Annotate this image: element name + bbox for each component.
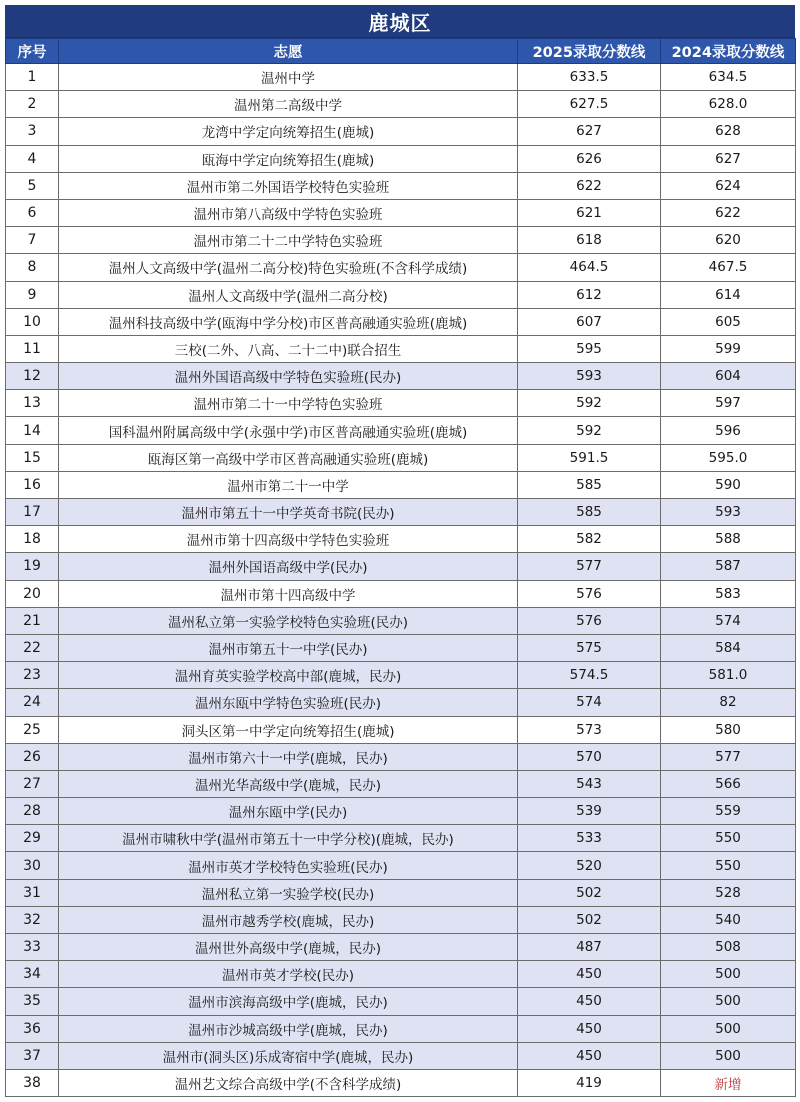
row-school-name: 温州市滨海高级中学(鹿城，民办) [59,988,518,1015]
table-row [6,308,796,335]
row-school-name: 温州世外高级中学(鹿城，民办) [59,934,518,961]
row-index: 6 [6,199,59,226]
row-school-name: 温州市英才学校特色实验班(民办) [59,852,518,879]
row-index: 15 [6,444,59,471]
row-score-2024: 540 [661,906,796,933]
row-school-name: 温州东瓯中学(民办) [59,798,518,825]
row-school-name: 温州市第二十一中学特色实验班 [59,390,518,417]
row-score-2024: 590 [661,471,796,498]
row-index: 20 [6,580,59,607]
row-school-name: 温州市第十四高级中学特色实验班 [59,526,518,553]
row-score-2024: 577 [661,743,796,770]
row-score-2024: 587 [661,553,796,580]
row-index: 13 [6,390,59,417]
table-row [6,118,796,145]
row-school-name: 温州市越秀学校(鹿城，民办) [59,906,518,933]
row-score-2025: 543 [518,770,661,797]
row-score-2024: 597 [661,390,796,417]
row-score-2024: 508 [661,934,796,961]
row-score-2024: 627 [661,145,796,172]
row-score-2025: 627.5 [518,91,661,118]
row-index: 8 [6,254,59,281]
row-index: 33 [6,934,59,961]
row-school-name: 温州市英才学校(民办) [59,961,518,988]
row-score-2024: 559 [661,798,796,825]
row-school-name: 温州私立第一实验学校特色实验班(民办) [59,607,518,634]
table-row [6,553,796,580]
row-index: 36 [6,1015,59,1042]
row-score-2025: 576 [518,607,661,634]
row-school-name: 温州第二高级中学 [59,91,518,118]
row-score-2025: 618 [518,227,661,254]
table-row [6,1015,796,1042]
table-row [6,199,796,226]
row-index: 19 [6,553,59,580]
row-index: 16 [6,471,59,498]
table-row [6,607,796,634]
table-row [6,906,796,933]
table-row [6,1069,796,1096]
row-score-2024: 500 [661,1015,796,1042]
row-school-name: 三校(二外、八高、二十二中)联合招生 [59,335,518,362]
row-school-name: 温州科技高级中学(瓯海中学分校)市区普高融通实验班(鹿城) [59,308,518,335]
row-score-2025: 621 [518,199,661,226]
table-row [6,961,796,988]
row-score-2024: 605 [661,308,796,335]
row-school-name: 温州人文高级中学(温州二高分校)特色实验班(不含科学成绩) [59,254,518,281]
row-score-2025: 539 [518,798,661,825]
row-score-2025: 585 [518,499,661,526]
row-school-name: 温州市第六十一中学(鹿城，民办) [59,743,518,770]
new-entry-tag: 新增 [714,1077,742,1094]
table-header-row [6,39,796,64]
row-school-name: 温州私立第一实验学校(民办) [59,879,518,906]
row-score-2025: 487 [518,934,661,961]
row-index: 5 [6,172,59,199]
header-school: 志愿 [59,39,518,64]
row-score-2025: 533 [518,825,661,852]
row-score-2024: 581.0 [661,662,796,689]
table-row [6,363,796,390]
row-index: 23 [6,662,59,689]
row-index: 38 [6,1069,59,1096]
row-score-2025: 502 [518,906,661,933]
row-index: 2 [6,91,59,118]
row-school-name: 温州人文高级中学(温州二高分校) [59,281,518,308]
row-index: 17 [6,499,59,526]
row-score-2024: 550 [661,852,796,879]
score-table-sheet [5,5,795,1097]
row-score-2024: 500 [661,961,796,988]
header-score-2024: 2024录取分数线 [661,39,796,64]
row-school-name: 温州育英实验学校高中部(鹿城，民办) [59,662,518,689]
row-score-2024: 624 [661,172,796,199]
row-score-2025: 502 [518,879,661,906]
row-school-name: 温州市第二十一中学 [59,471,518,498]
row-school-name: 温州东瓯中学特色实验班(民办) [59,689,518,716]
row-index: 31 [6,879,59,906]
row-score-2025: 626 [518,145,661,172]
row-score-2025: 575 [518,634,661,661]
row-score-2025: 582 [518,526,661,553]
row-index: 25 [6,716,59,743]
row-score-2024: 622 [661,199,796,226]
table-row [6,254,796,281]
row-score-2025: 574 [518,689,661,716]
row-index: 21 [6,607,59,634]
row-score-2024: 583 [661,580,796,607]
table-row [6,852,796,879]
row-school-name: 温州外国语高级中学特色实验班(民办) [59,363,518,390]
row-school-name: 温州市第十四高级中学 [59,580,518,607]
row-score-2025: 520 [518,852,661,879]
table-row [6,770,796,797]
row-school-name: 瓯海区第一高级中学市区普高融通实验班(鹿城) [59,444,518,471]
row-score-2024: 595.0 [661,444,796,471]
row-index: 10 [6,308,59,335]
header-index: 序号 [6,39,59,64]
table-row [6,417,796,444]
row-score-2024: 628.0 [661,91,796,118]
district-title: 鹿城区 [5,5,795,38]
row-school-name: 温州市沙城高级中学(鹿城，民办) [59,1015,518,1042]
table-row [6,689,796,716]
row-score-2024: 566 [661,770,796,797]
row-score-2025: 607 [518,308,661,335]
table-row [6,716,796,743]
row-score-2025: 576 [518,580,661,607]
row-score-2025: 585 [518,471,661,498]
row-index: 12 [6,363,59,390]
row-index: 26 [6,743,59,770]
row-index: 4 [6,145,59,172]
row-score-2024: 588 [661,526,796,553]
row-index: 7 [6,227,59,254]
table-row [6,390,796,417]
row-score-2025: 450 [518,961,661,988]
row-score-2024: 500 [661,988,796,1015]
row-score-2024: 604 [661,363,796,390]
row-score-2025: 574.5 [518,662,661,689]
row-school-name: 温州市第八高级中学特色实验班 [59,199,518,226]
row-score-2024: 580 [661,716,796,743]
row-score-2025: 450 [518,988,661,1015]
row-score-2024: 634.5 [661,64,796,91]
row-index: 30 [6,852,59,879]
row-index: 34 [6,961,59,988]
row-school-name: 温州市第二外国语学校特色实验班 [59,172,518,199]
table-row [6,471,796,498]
row-score-2025: 450 [518,1015,661,1042]
row-score-2025: 573 [518,716,661,743]
row-score-2025: 419 [518,1069,661,1096]
row-school-name: 温州市啸秋中学(温州市第五十一中学分校)(鹿城，民办) [59,825,518,852]
row-score-2025: 591.5 [518,444,661,471]
table-row [6,879,796,906]
row-score-2025: 592 [518,390,661,417]
row-score-2025: 622 [518,172,661,199]
table-row [6,662,796,689]
table-row [6,580,796,607]
row-index: 11 [6,335,59,362]
row-score-2025: 595 [518,335,661,362]
table-row [6,1042,796,1069]
admission-score-table [5,38,796,1097]
row-score-2025: 570 [518,743,661,770]
row-school-name: 温州外国语高级中学(民办) [59,553,518,580]
row-score-2024: 593 [661,499,796,526]
table-row [6,172,796,199]
row-score-2025: 592 [518,417,661,444]
row-index: 1 [6,64,59,91]
row-score-2025: 612 [518,281,661,308]
row-index: 22 [6,634,59,661]
header-score-2025: 2025录取分数线 [518,39,661,64]
table-row [6,526,796,553]
row-score-2025: 450 [518,1042,661,1069]
row-index: 9 [6,281,59,308]
row-school-name: 洞头区第一中学定向统筹招生(鹿城) [59,716,518,743]
row-school-name: 温州市第二十二中学特色实验班 [59,227,518,254]
row-index: 27 [6,770,59,797]
row-score-2025: 577 [518,553,661,580]
row-index: 29 [6,825,59,852]
row-school-name: 温州市(洞头区)乐成寄宿中学(鹿城，民办) [59,1042,518,1069]
row-school-name: 瓯海中学定向统筹招生(鹿城) [59,145,518,172]
row-school-name: 温州市第五十一中学(民办) [59,634,518,661]
table-row [6,64,796,91]
table-row [6,91,796,118]
table-row [6,227,796,254]
row-score-2024 [661,1069,796,1096]
row-school-name: 龙湾中学定向统筹招生(鹿城) [59,118,518,145]
row-score-2024: 620 [661,227,796,254]
row-school-name: 温州光华高级中学(鹿城，民办) [59,770,518,797]
row-index: 3 [6,118,59,145]
row-score-2024: 574 [661,607,796,634]
table-row [6,444,796,471]
table-row [6,743,796,770]
row-score-2025: 633.5 [518,64,661,91]
row-index: 37 [6,1042,59,1069]
table-row [6,281,796,308]
row-index: 18 [6,526,59,553]
row-index: 35 [6,988,59,1015]
row-score-2024: 82 [661,689,796,716]
row-school-name: 温州艺文综合高级中学(不含科学成绩) [59,1069,518,1096]
row-school-name: 温州中学 [59,64,518,91]
row-school-name: 国科温州附属高级中学(永强中学)市区普高融通实验班(鹿城) [59,417,518,444]
row-score-2024: 614 [661,281,796,308]
row-score-2024: 467.5 [661,254,796,281]
row-score-2024: 584 [661,634,796,661]
table-row [6,145,796,172]
table-row [6,988,796,1015]
table-row [6,335,796,362]
row-school-name: 温州市第五十一中学英奇书院(民办) [59,499,518,526]
row-index: 24 [6,689,59,716]
table-row [6,634,796,661]
row-index: 28 [6,798,59,825]
row-score-2025: 593 [518,363,661,390]
table-row [6,499,796,526]
table-row [6,934,796,961]
table-row [6,825,796,852]
table-body [6,64,796,1097]
row-score-2025: 627 [518,118,661,145]
row-score-2024: 628 [661,118,796,145]
row-index: 32 [6,906,59,933]
row-score-2024: 550 [661,825,796,852]
row-score-2024: 596 [661,417,796,444]
table-row [6,798,796,825]
row-score-2024: 500 [661,1042,796,1069]
row-score-2025: 464.5 [518,254,661,281]
row-index: 14 [6,417,59,444]
row-score-2024: 599 [661,335,796,362]
row-score-2024: 528 [661,879,796,906]
